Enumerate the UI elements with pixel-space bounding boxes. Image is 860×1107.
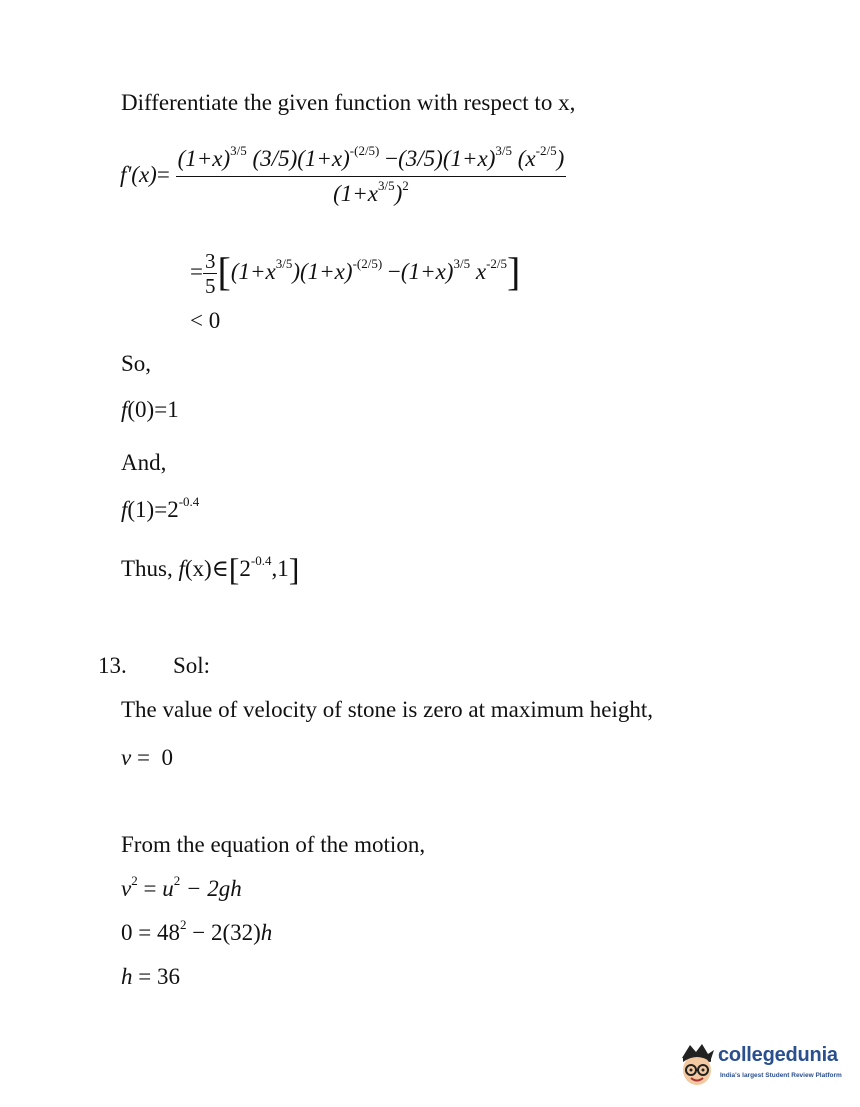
num-term-4-close: ) [556,146,565,171]
num-term-3: (3/5)(1+x) [398,146,496,171]
f1-arg: (1) [127,497,155,522]
range-close-bracket: ] [288,551,300,587]
simp-term-3: (1+x) [400,259,454,284]
eq3-rest: = 36 [132,964,180,989]
den-close: ) [394,181,403,206]
eq2-exp: 2 [179,917,187,932]
thus-arg: (x) [184,556,212,581]
num-term-3-exp: 3/5 [495,143,513,158]
simp-term-2-exp: -(2/5) [352,256,383,271]
range-statement [121,551,299,588]
v-symbol: v [121,745,132,770]
eq1-u-exp: 2 [173,873,181,888]
three-fifths-fraction [203,250,218,297]
question-number: 13. [98,653,127,678]
motion-equation-1 [121,873,242,902]
close-bracket: ] [507,249,521,294]
num-term-1: (1+x) [177,146,231,171]
velocity-equation [121,745,173,771]
motion-equation-3 [121,964,180,990]
simp-term-2: (1+x) [300,259,353,284]
simp-term-3-exp: 3/5 [453,256,471,271]
v-rhs: = 0 [136,745,173,770]
less-than-zero: < 0 [190,308,221,333]
den-base: (1+x [333,181,378,206]
motion-equation-2 [121,917,273,946]
motion-text: From the equation of the motion, [121,832,426,857]
f0-arg: (0) [127,397,155,422]
equals-sign-2: = [190,259,203,284]
f-of-zero [121,397,179,423]
f0-rhs: =1 [154,397,179,422]
simp-term-1-exp: 3/5 [275,256,293,271]
eq1-lhs-exp: 2 [131,873,138,888]
intro-text: Differentiate the given function with respect to x, [121,90,576,115]
f1-rhs: =2 [154,497,179,522]
thus-f: f [178,556,185,581]
num-term-1-exp: 3/5 [230,143,247,158]
eq2-rest: − 2(32) [186,920,261,945]
element-of-symbol: ∈ [211,556,229,581]
num-term-4-exp: -2/5 [535,143,557,158]
velocity-text: The value of velocity of stone is zero at maximum height, [121,697,654,722]
simp-term-4: x [475,259,487,284]
thus-word: Thus, [121,556,173,581]
logo-tagline: India's largest Student Review Platform [720,1072,842,1079]
eq2-lhs: 0 = 48 [121,920,180,945]
simp-minus: − [387,259,401,284]
den-outer-exp: 2 [402,178,409,193]
simp-term-1-close: ) [292,259,300,284]
range-open-bracket: [ [228,551,240,587]
simp-term-4-exp: -2/5 [486,256,508,271]
eq1-lhs: v [121,876,132,901]
eq2-h: h [260,920,273,945]
fraction-denominator [176,176,567,207]
derivative-equation [120,143,566,207]
num-minus: − [385,146,399,171]
num-term-2: (3/5)(1+x) [252,146,350,171]
so-label: So, [121,351,152,376]
fraction-numerator [176,143,567,176]
collegedunia-logo [676,1042,852,1090]
eq3-h: h [121,964,133,989]
derivative-simplified [190,248,520,297]
equals-sign: = [156,161,170,187]
eq1-equals: = [137,876,163,901]
and-label: And, [121,450,167,475]
f1-exp: -0.4 [178,494,200,509]
derivative-lhs: f'(x) [120,161,157,187]
open-bracket: [ [217,249,231,294]
num-term-2-exp: -(2/5) [349,143,380,158]
solution-label: Sol: [173,653,211,678]
mascot-icon [676,1042,718,1090]
simp-term-1: (1+x [230,259,276,284]
f1-lhs: f [121,497,128,522]
fraction-3: 3 [204,249,216,274]
eq1-rest: − 2gh [180,876,242,901]
den-inner-exp: 3/5 [377,178,395,193]
range-high: ,1 [271,556,289,581]
f0-lhs: f [121,397,128,422]
logo-wordmark: collegedunia [718,1044,838,1066]
range-low: 2 [239,556,251,581]
eq1-u: u [162,876,174,901]
derivative-fraction [176,143,567,207]
fraction-5: 5 [204,274,216,299]
f-of-one [121,494,200,523]
range-low-exp: -0.4 [250,553,272,568]
num-term-4: (x [517,146,536,171]
